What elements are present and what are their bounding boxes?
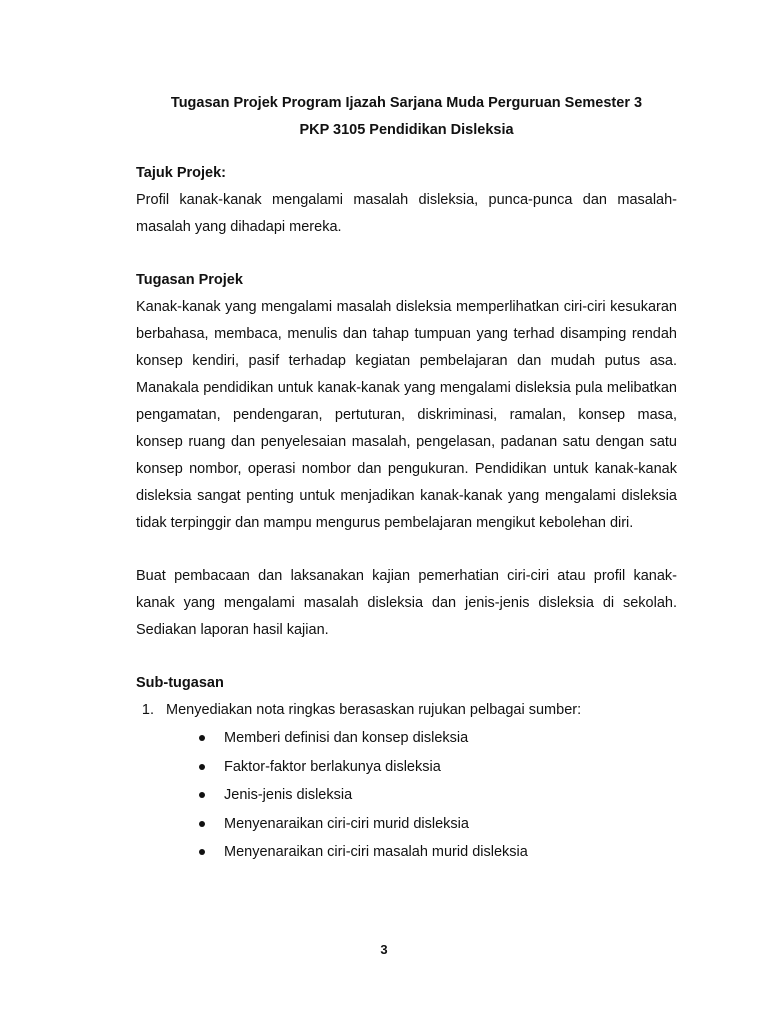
tugasan-projek-heading: Tugasan Projek	[136, 272, 243, 288]
tugasan-projek-paragraph-1: Kanak-kanak yang mengalami masalah disleksia memperlihatkan ciri-ciri kesukaran berbahasa, membaca, menulis dan tahap tumpuan yang terhad disamping rendah konsep kendiri, pasif terhadap kegiatan pembelajaran dan mudah putus asa. Manakala pendidikan untuk kanak-kanak yang mengalami disleksia pula melibatkan pengamatan, pendengaran, pertuturan, diskriminasi, ramalan, konsep masa, konsep ruang dan penyelesaian masalah, pengelasan, padanan satu dengan satu konsep nombor, operasi nombor dan pengukuran. Pendidikan untuk kanak-kanak disleksia sangat penting untuk menjadikan kanak-kanak yang mengalami disleksia tidak terpinggir dan mampu mengurus pembelajaran mengikut kebolehan diri.	[136, 299, 677, 531]
bullet-icon	[199, 792, 205, 798]
bullet-icon	[199, 821, 205, 827]
list-item	[224, 810, 677, 839]
tajuk-projek-heading: Tajuk Projek:	[136, 165, 226, 181]
bullet-text: Memberi definisi dan konsep disleksia	[224, 730, 469, 746]
sub-tugasan-item-1: Menyediakan nota ringkas berasaskan rujukan pelbagai sumber:	[166, 702, 582, 718]
bullet-icon	[199, 764, 205, 770]
list-item	[224, 753, 677, 782]
list-item	[224, 724, 677, 753]
page-number: 3	[380, 942, 388, 957]
bullet-text: Menyenaraikan ciri-ciri masalah murid disleksia	[224, 844, 528, 860]
bullet-icon	[199, 735, 205, 741]
bullet-icon	[199, 849, 205, 855]
list-item	[158, 697, 677, 867]
document-title-line-2: PKP 3105 Pendidikan Disleksia	[299, 122, 514, 138]
sub-tugasan-heading: Sub-tugasan	[136, 675, 224, 691]
document-title-line-1: Tugasan Projek Program Ijazah Sarjana Muda Perguruan Semester 3	[170, 95, 643, 111]
list-item	[224, 838, 677, 867]
sub-tugasan-list	[136, 697, 677, 867]
list-item	[224, 781, 677, 810]
bullet-text: Faktor-faktor berlakunya disleksia	[224, 758, 441, 775]
document-page	[136, 90, 677, 867]
bullet-text: Jenis-jenis disleksia	[224, 787, 353, 803]
bullet-text: Menyenaraikan ciri-ciri murid disleksia	[224, 815, 469, 832]
tajuk-projek-text: Profil kanak-kanak mengalami masalah disleksia, punca-punca dan masalah-masalah yang dihadapi mereka.	[136, 192, 677, 235]
sub-tugasan-bullets	[166, 724, 677, 867]
tugasan-projek-paragraph-2: Buat pembacaan dan laksanakan kajian pemerhatian ciri-ciri atau profil kanak-kanak yang mengalami masalah disleksia dan jenis-jenis disleksia di sekolah. Sediakan laporan hasil kajian.	[136, 568, 677, 638]
